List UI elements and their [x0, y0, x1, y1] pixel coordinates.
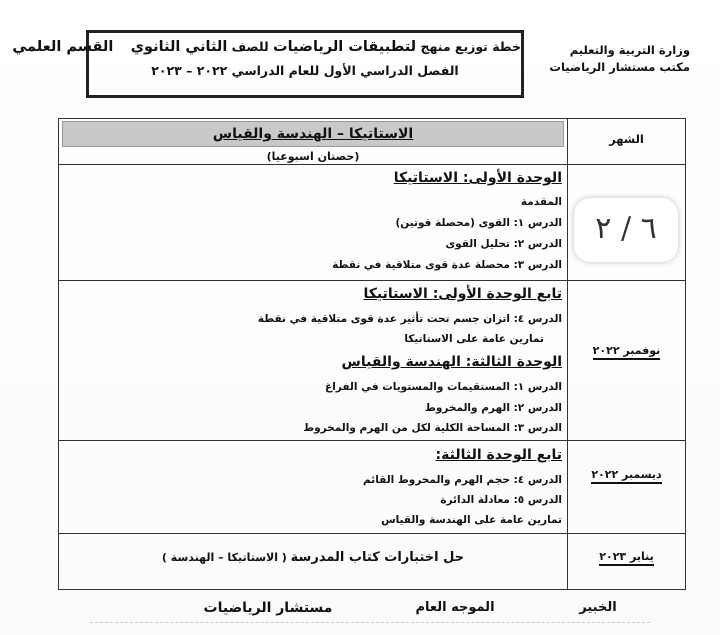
row-divider [58, 533, 686, 534]
unit-title: الوحدة الأولى: الاستاتيكا [393, 170, 562, 186]
general-supervisor-label: الموجه العام [415, 600, 495, 615]
month-december: ديسمبر ٢٠٢٢ [591, 468, 661, 484]
title-line-1 [12, 39, 521, 55]
title-prefix: خطة توزيع منهج [416, 39, 521, 54]
lesson-item: الدرس ٣: محصلة عدة قوى متلاقية في نقطة [332, 259, 562, 271]
title-box [12, 30, 524, 98]
month-label [568, 468, 685, 481]
title-section: القسم العلمي [12, 39, 114, 55]
lesson-item: تمارين عامة على الهندسة والقياس [381, 514, 562, 526]
ministry-header [520, 42, 690, 76]
advisor-label: مستشار الرياضيات [203, 600, 333, 616]
title-subject: لتطبيقات الرياضيات [273, 39, 417, 55]
title-line-2: الفصل الدراسي الأول للعام الدراسي ٢٠٢٢ – ٢٠٢٣ [151, 63, 459, 78]
handwritten-date: ٦ / ٢ [574, 198, 678, 262]
lesson-item: الدرس ٤: حجم الهرم والمخروط القائم [363, 474, 562, 486]
title-for: للصف [227, 39, 273, 54]
month-november: نوفمبر ٢٠٢٢ [593, 344, 661, 360]
ministry-name: وزارة التربية والتعليم [569, 43, 690, 57]
topic-title-bar [62, 121, 564, 147]
lesson-item: الدرس ٤: اتزان جسم تحت تأثير عدة قوى متلاقية في نقطة [257, 313, 562, 325]
expert-label: الخبير [579, 600, 617, 615]
row-divider [58, 280, 686, 281]
topic-title: الاستاتيكا – الهندسة والقياس [212, 126, 414, 142]
row-divider [58, 440, 686, 441]
lesson-item: الدرس ٢: تحليل القوى [445, 238, 562, 250]
lesson-item: الدرس ٣: المساحة الكلية لكل من الهرم والمخروط [303, 422, 562, 434]
lesson-item: المقدمة [520, 196, 562, 208]
title-grade: الثاني الثانوي [130, 39, 228, 55]
unit-title: تابع الوحدة الأولى: الاستاتيكا [363, 286, 562, 302]
month-january: يناير ٢٠٢٣ [599, 550, 653, 566]
lesson-item: الدرس ١: القوى (محصلة قوتين) [395, 217, 562, 229]
row-divider [58, 164, 686, 165]
unit-title: تابع الوحدة الثالثة: [435, 447, 562, 463]
final-review-text [62, 550, 564, 565]
unit-title: الوحدة الثالثة: الهندسة والقياس [341, 354, 562, 370]
office-name: مكتب مستشار الرياضيات [549, 60, 690, 74]
month-label [568, 344, 685, 357]
signature-scribbles [90, 622, 650, 635]
month-column-header: الشهر [609, 132, 644, 146]
month-label [568, 550, 685, 563]
topic-subtitle: (حصتان اسبوعيا) [266, 150, 360, 163]
lesson-item: تمارين عامة على الاستاتيكا [404, 333, 544, 345]
lesson-item: الدرس ١: المستقيمات والمستويات في الفراغ [325, 381, 562, 393]
lesson-item: الدرس ٢: الهرم والمخروط [424, 402, 562, 414]
review-subjects: ( الاستاتيكا – الهندسة ) [161, 551, 291, 564]
lesson-item: الدرس ٥: معادلة الدائرة [440, 494, 562, 506]
review-main: حل اختبارات كتاب المدرسة [290, 550, 465, 565]
